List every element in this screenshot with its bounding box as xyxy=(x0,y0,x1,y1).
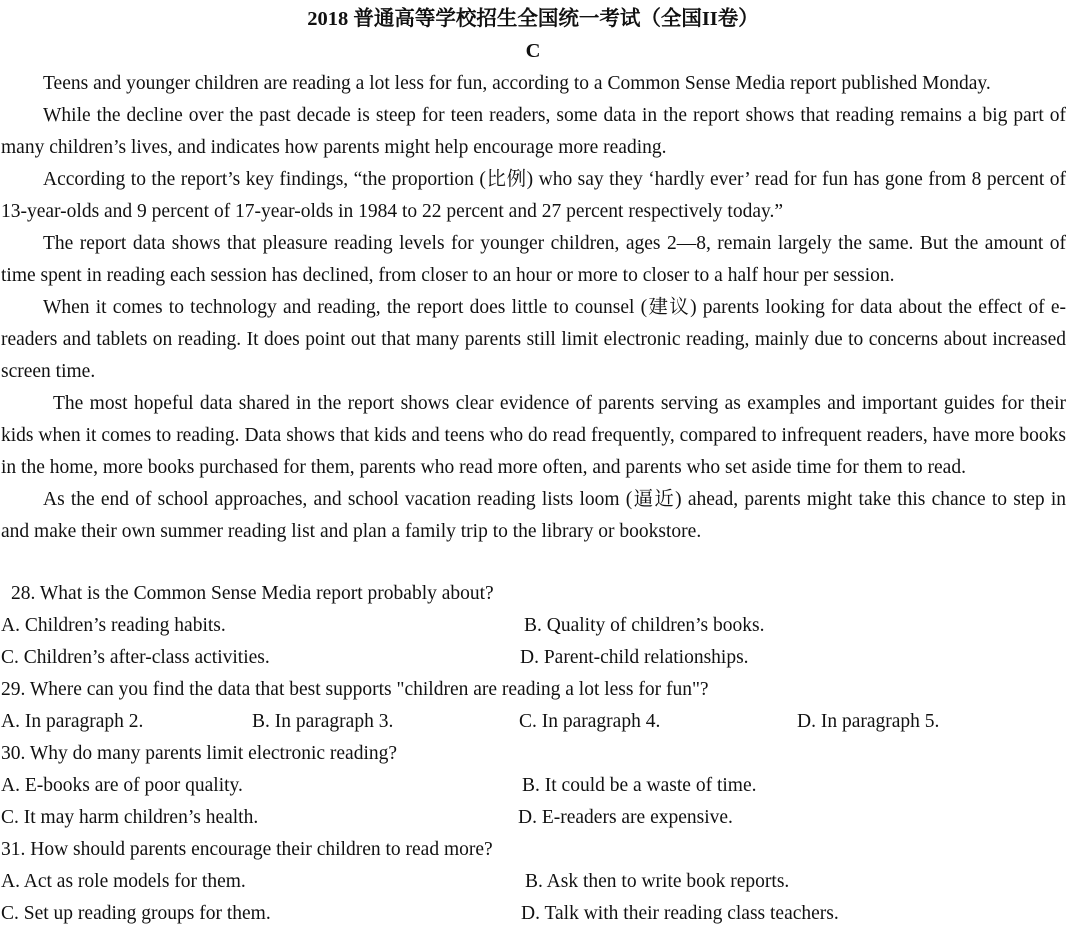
option-29-b: B. In paragraph 3. xyxy=(252,711,394,732)
passage-paragraph-6: The most hopeful data shared in the report shows clear evidence of parents serving as examples and important guides for their kids when it comes to reading. Data shows that kids and teens who do read frequently, compared to infrequent readers, have more books in the home, more books purchased for them, parents who read more often, and parents who set aside time for them to read. xyxy=(1,393,1066,478)
reading-passage xyxy=(1,68,1066,548)
option-31-a: A. Act as role models for them. xyxy=(1,871,246,892)
option-row xyxy=(1,802,1066,834)
option-row xyxy=(1,898,1066,930)
question-stem-29: 29. Where can you find the data that best supports "children are reading a lot less for fun"? xyxy=(1,679,709,700)
option-28-a: A. Children’s reading habits. xyxy=(1,615,226,636)
passage-paragraph-2: While the decline over the past decade is steep for teen readers, some data in the report shows that reading remains a big part of many children’s lives, and indicates how parents might help encourage more reading. xyxy=(1,105,1066,158)
exam-title: 2018 普通高等学校招生全国统一考试（全国II卷） xyxy=(307,8,759,30)
option-28-c: C. Children’s after-class activities. xyxy=(1,647,270,668)
option-30-d: D. E-readers are expensive. xyxy=(518,807,733,828)
option-row xyxy=(1,706,1066,738)
option-30-c: C. It may harm children’s health. xyxy=(1,807,259,828)
passage-paragraph-4: The report data shows that pleasure reading levels for younger children, ages 2—8, remain largely the same. But the amount of time spent in reading each session has declined, from closer to an hour or more to closer to a half hour per session. xyxy=(1,233,1066,286)
option-29-a: A. In paragraph 2. xyxy=(1,711,144,732)
passage-paragraph-7: As the end of school approaches, and school vacation reading lists loom (逼近) ahead, parents might take this chance to step in and make their own summer reading list and plan a family trip to the library or bookstore. xyxy=(1,489,1066,542)
option-31-c: C. Set up reading groups for them. xyxy=(1,903,271,924)
option-28-b: B. Quality of children’s books. xyxy=(524,615,765,636)
option-29-d: D. In paragraph 5. xyxy=(797,711,940,732)
option-30-a: A. E-books are of poor quality. xyxy=(1,775,243,796)
passage-paragraph-3: According to the report’s key findings, “the proportion (比例) who say they ‘hardly ever’ read for fun has gone from 8 percent of 13-year-olds and 9 percent of 17-year-olds in 1984 to 22 percent and 27 percent respectively today.” xyxy=(1,169,1066,222)
question-stem-31: 31. How should parents encourage their children to read more? xyxy=(1,839,493,860)
option-31-d: D. Talk with their reading class teachers. xyxy=(521,903,839,924)
option-row xyxy=(1,866,1066,898)
question-list xyxy=(1,578,1066,930)
passage-paragraph-5: When it comes to technology and reading, the report does little to counsel (建议) parents looking for data about the effect of e-readers and tablets on reading. It does point out that many parents still limit electronic reading, mainly due to concerns about increased screen time. xyxy=(1,297,1066,382)
section-label: C xyxy=(525,40,541,62)
option-28-d: D. Parent-child relationships. xyxy=(520,647,749,668)
option-31-b: B. Ask then to write book reports. xyxy=(525,871,790,892)
option-29-c: C. In paragraph 4. xyxy=(519,711,661,732)
question-stem-30: 30. Why do many parents limit electronic reading? xyxy=(1,743,398,764)
question-stem-28: 28. What is the Common Sense Media report probably about? xyxy=(11,583,494,604)
option-row xyxy=(1,770,1066,802)
option-30-b: B. It could be a waste of time. xyxy=(522,775,757,796)
option-row xyxy=(1,610,1066,642)
option-row xyxy=(1,642,1066,674)
passage-paragraph-1: Teens and younger children are reading a lot less for fun, according to a Common Sense Media report published Monday. xyxy=(43,73,991,94)
